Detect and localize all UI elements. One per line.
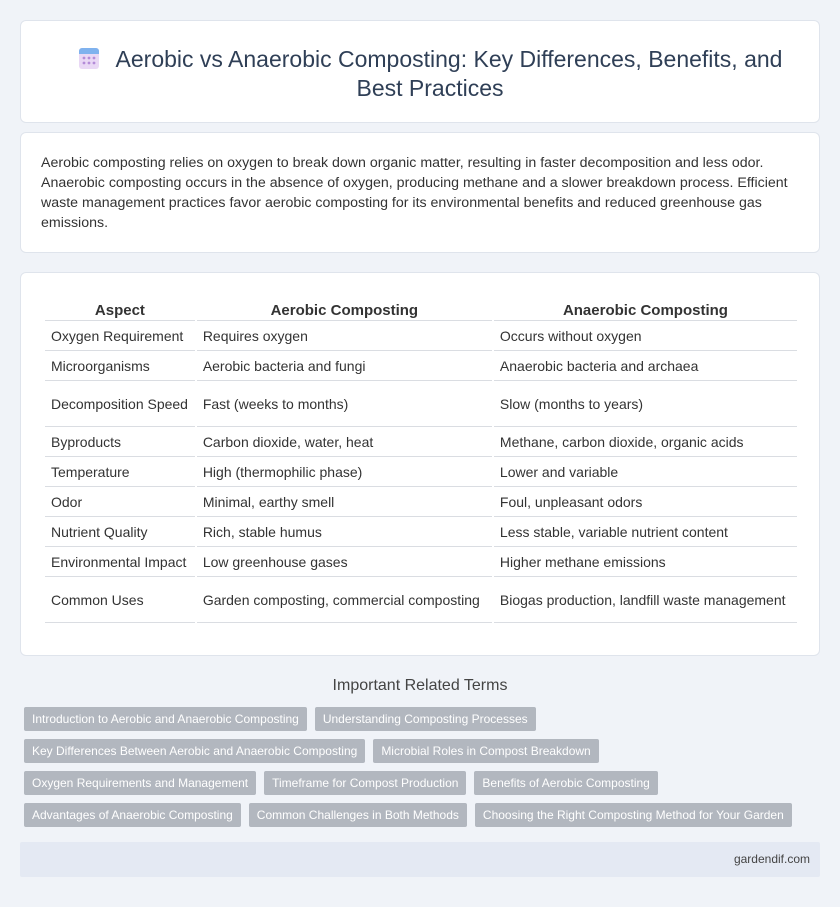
related-term-tag[interactable]: Introduction to Aerobic and Anaerobic Composting bbox=[24, 707, 307, 731]
summary-card bbox=[20, 132, 820, 253]
table-cell: Environmental Impact bbox=[45, 547, 195, 577]
related-term-tag[interactable]: Understanding Composting Processes bbox=[315, 707, 536, 731]
table-header-row bbox=[45, 297, 797, 321]
header-card bbox=[20, 20, 820, 123]
related-term-tag[interactable]: Key Differences Between Aerobic and Anaerobic Composting bbox=[24, 739, 365, 763]
related-terms-list bbox=[24, 707, 814, 835]
related-terms-title: Important Related Terms bbox=[332, 677, 508, 694]
comparison-table bbox=[43, 297, 799, 623]
table-cell: High (thermophilic phase) bbox=[197, 457, 492, 487]
table-cell: Microorganisms bbox=[45, 351, 195, 381]
header-aerobic: Aerobic Composting bbox=[197, 297, 492, 321]
table-cell: Anaerobic bacteria and archaea bbox=[494, 351, 797, 381]
table-row bbox=[45, 381, 797, 427]
table-cell: Biogas production, landfill waste management bbox=[494, 577, 797, 623]
page-title-text: Aerobic vs Anaerobic Composting: Key Differences, Benefits, and Best Practices bbox=[115, 46, 783, 101]
table-row bbox=[45, 427, 797, 457]
table-cell: Decomposition Speed bbox=[45, 381, 195, 427]
footer-site-link[interactable]: gardendif.com bbox=[733, 852, 810, 866]
table-row bbox=[45, 351, 797, 381]
table-cell: Temperature bbox=[45, 457, 195, 487]
related-term-tag[interactable]: Oxygen Requirements and Management bbox=[24, 771, 256, 795]
page-title bbox=[61, 45, 799, 103]
table-cell: Low greenhouse gases bbox=[197, 547, 492, 577]
table-cell: Byproducts bbox=[45, 427, 195, 457]
table-cell: Foul, unpleasant odors bbox=[494, 487, 797, 517]
related-term-tag[interactable]: Microbial Roles in Compost Breakdown bbox=[373, 739, 598, 763]
table-row bbox=[45, 577, 797, 623]
header-aspect: Aspect bbox=[45, 297, 195, 321]
header-anaerobic: Anaerobic Composting bbox=[494, 297, 797, 321]
table-cell: Occurs without oxygen bbox=[494, 321, 797, 351]
summary-text: Aerobic composting relies on oxygen to break down organic matter, resulting in faster decomposition and less odor. Anaerobic composting occurs in the absence of oxygen, producing methane and a slower breakdown process. Efficient waste management practices favor aerobic composting for its environmental benefits and reduced greenhouse gas emissions. bbox=[41, 155, 788, 231]
table-cell: Common Uses bbox=[45, 577, 195, 623]
related-term-tag[interactable]: Common Challenges in Both Methods bbox=[249, 803, 467, 827]
table-cell: Fast (weeks to months) bbox=[197, 381, 492, 427]
table-cell: Slow (months to years) bbox=[494, 381, 797, 427]
table-cell: Minimal, earthy smell bbox=[197, 487, 492, 517]
table-row bbox=[45, 487, 797, 517]
table-cell: Aerobic bacteria and fungi bbox=[197, 351, 492, 381]
table-cell: Oxygen Requirement bbox=[45, 321, 195, 351]
table-cell: Less stable, variable nutrient content bbox=[494, 517, 797, 547]
table-cell: Rich, stable humus bbox=[197, 517, 492, 547]
table-cell: Methane, carbon dioxide, organic acids bbox=[494, 427, 797, 457]
table-cell: Garden composting, commercial composting bbox=[197, 577, 492, 623]
table-cell: Lower and variable bbox=[494, 457, 797, 487]
related-term-tag[interactable]: Choosing the Right Composting Method for Your Garden bbox=[475, 803, 792, 827]
comparison-table-card bbox=[20, 272, 820, 656]
related-term-tag[interactable]: Timeframe for Compost Production bbox=[264, 771, 466, 795]
table-row bbox=[45, 547, 797, 577]
table-cell: Odor bbox=[45, 487, 195, 517]
table-cell: Higher methane emissions bbox=[494, 547, 797, 577]
table-cell: Carbon dioxide, water, heat bbox=[197, 427, 492, 457]
footer bbox=[20, 842, 820, 877]
table-row bbox=[45, 457, 797, 487]
related-term-tag[interactable]: Benefits of Aerobic Composting bbox=[474, 771, 657, 795]
calendar-icon bbox=[78, 46, 100, 70]
table-row bbox=[45, 321, 797, 351]
table-row bbox=[45, 517, 797, 547]
related-term-tag[interactable]: Advantages of Anaerobic Composting bbox=[24, 803, 241, 827]
table-cell: Requires oxygen bbox=[197, 321, 492, 351]
table-cell: Nutrient Quality bbox=[45, 517, 195, 547]
